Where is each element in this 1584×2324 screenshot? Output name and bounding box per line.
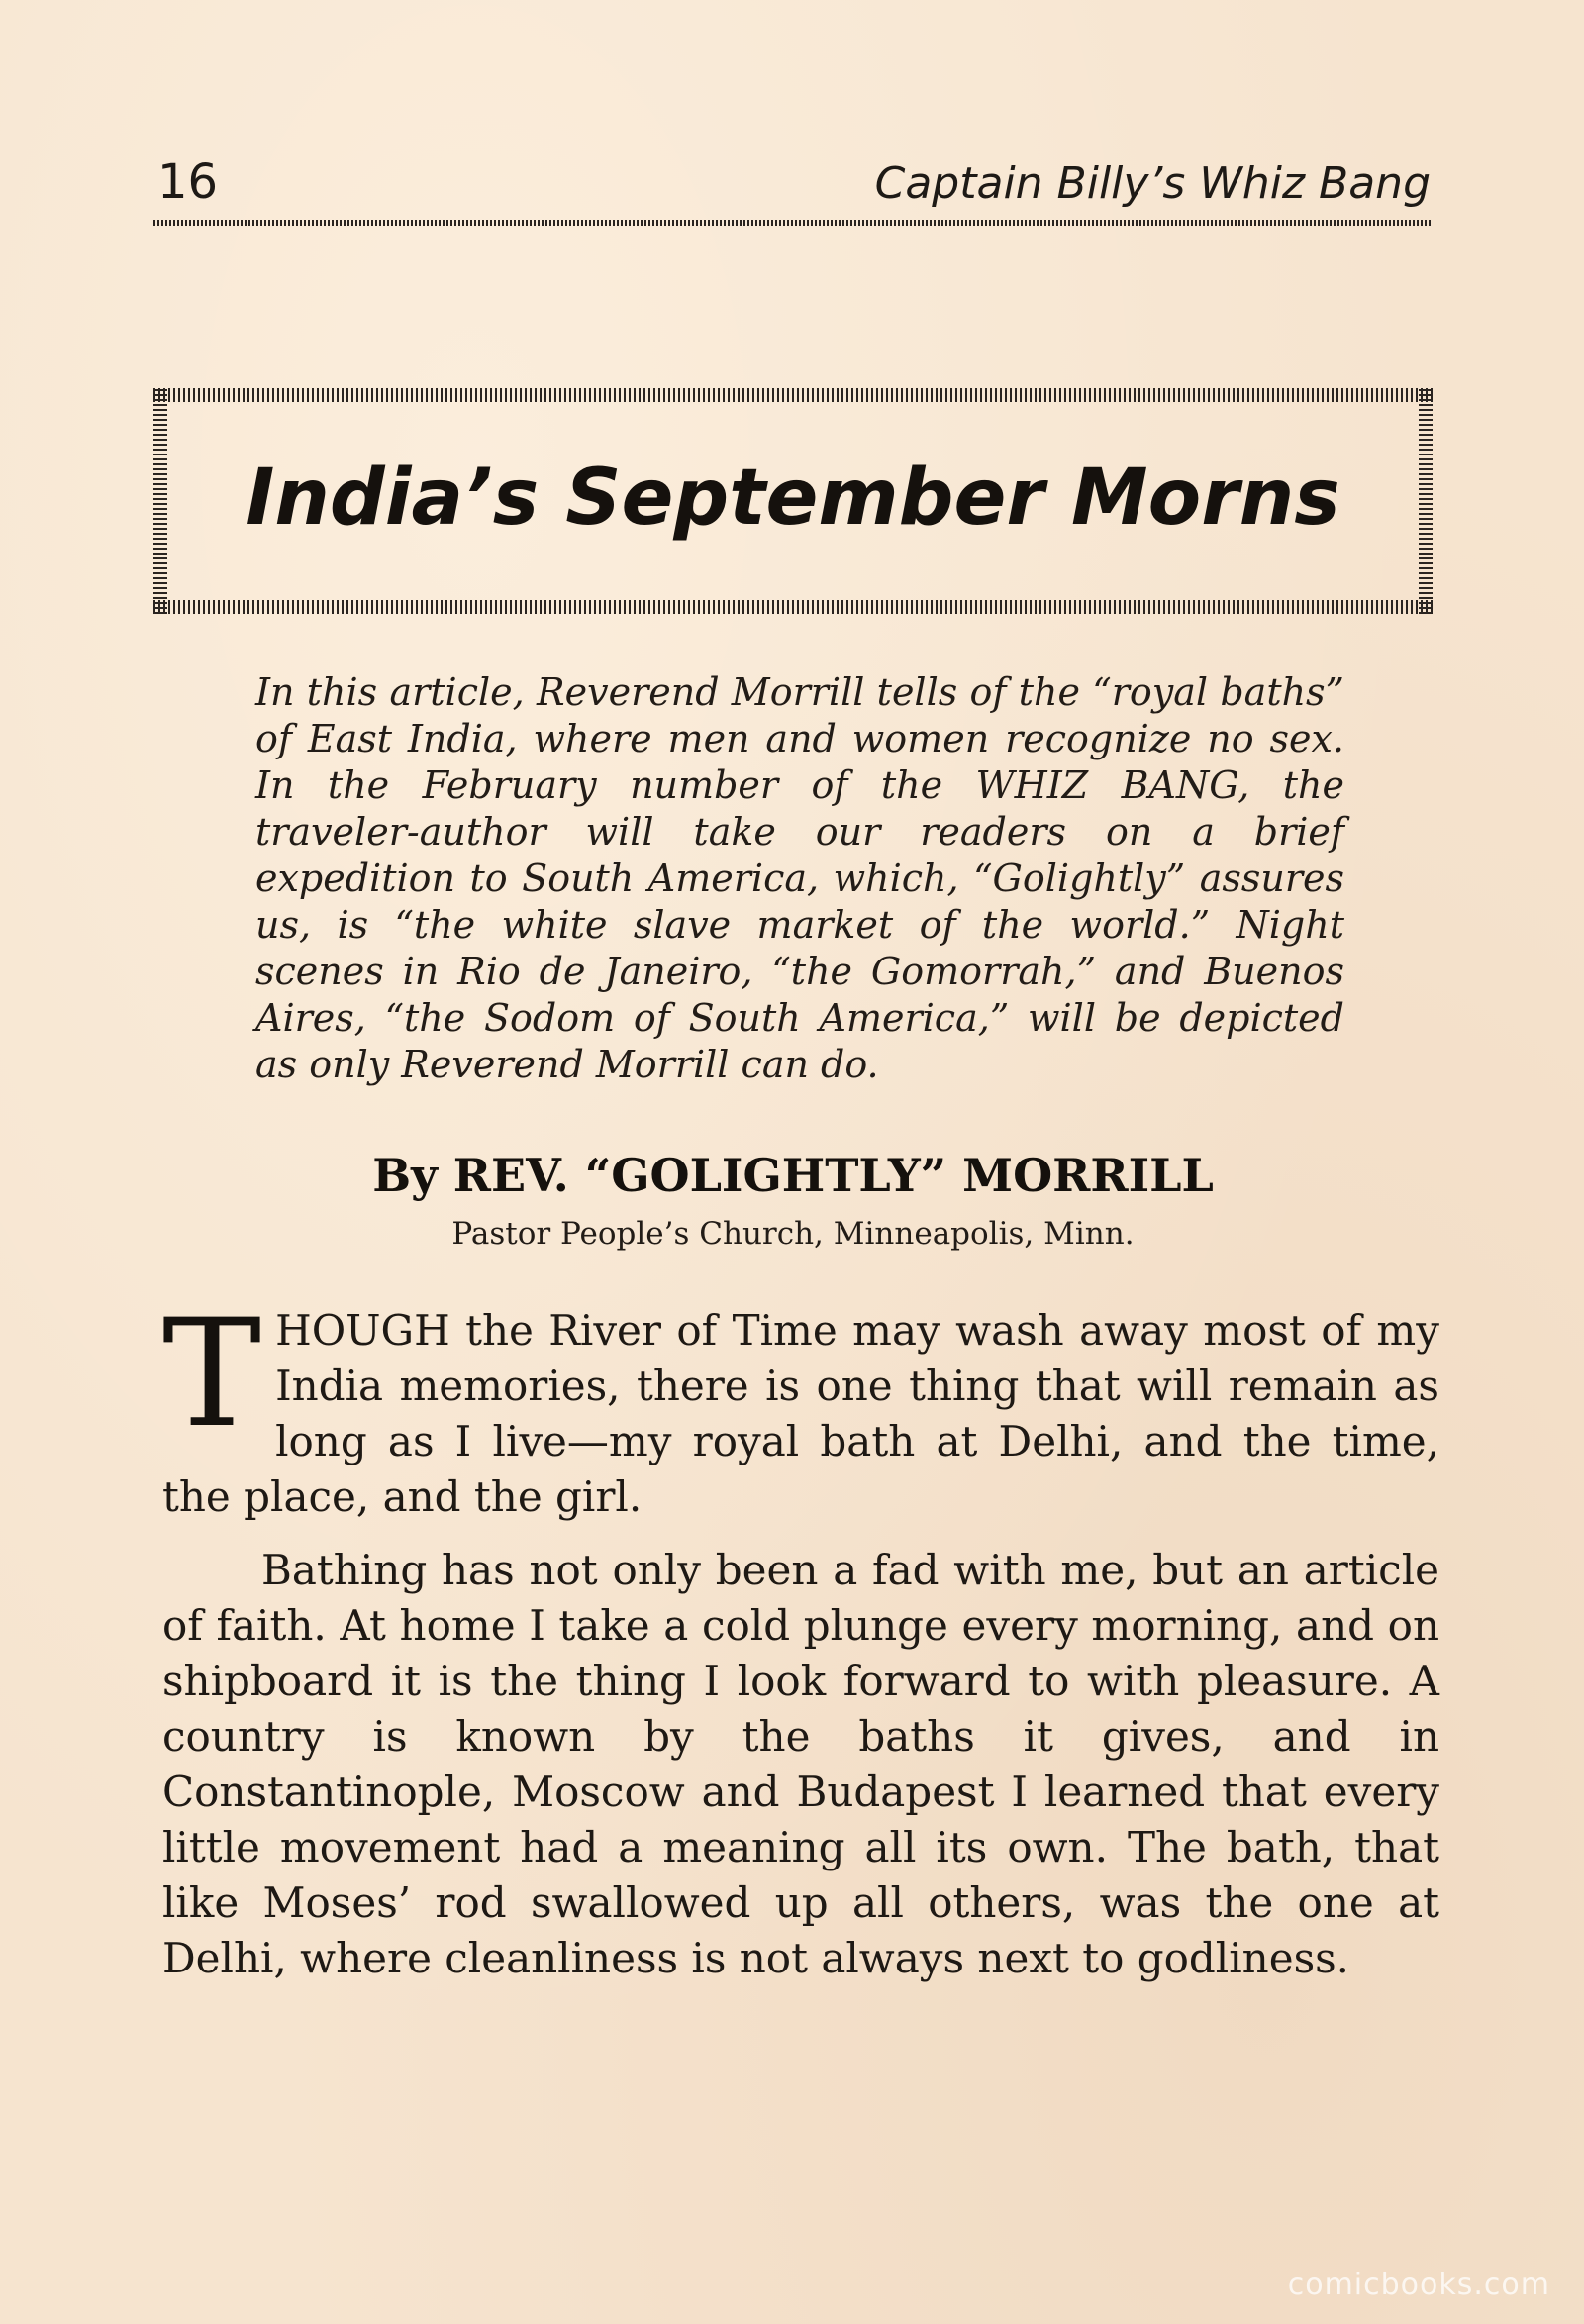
- article-body: [162, 1288, 1439, 1986]
- magazine-title: Captain Billy’s Whiz Bang: [874, 158, 1431, 209]
- page-number: 16: [157, 154, 219, 210]
- paragraph-1: [162, 1288, 1439, 1525]
- paragraph-1-text: HOUGH the River of Time may wash away most of my India memories, there is one thing that will remain as long as I live—my royal bath at Delhi, and the time, the place, and the girl.: [162, 1306, 1439, 1521]
- article-title: India’s September Morns: [246, 454, 1340, 543]
- byline-subtitle: Pastor People’s Church, Minneapolis, Minn.: [451, 1216, 1135, 1252]
- title-box-top-border: [153, 388, 1433, 402]
- header-rule: [153, 220, 1433, 226]
- title-box-bottom-border: [153, 600, 1433, 614]
- byline: By REV. “GOLIGHTLY” MORRILL: [372, 1149, 1214, 1202]
- drop-cap: T: [162, 1288, 262, 1461]
- running-header: [153, 149, 1433, 218]
- article-intro: In this article, Reverend Morrill tells of the “royal baths” of East India, where men and women recognize no sex. In the February number of the WHIZ BANG, the traveler-author will take our readers on a brief expedition to South America, which, “Golightly” assures us, is “the white slave market of the world.” Night scenes in Rio de Janeiro, “the Gomorrah,” and Buenos Aires, “the Sodom of South America,” will be depicted as only Reverend Morrill can do.: [255, 670, 1344, 1086]
- paragraph-2: Bathing has not only been a fad with me, but an article of faith. At home I take a cold plunge every morning, and on shipboard it is the thing I look forward to with pleasure. A country is known by the baths it gives, and in Constantinople, Moscow and Budapest I learned that every little movement had a meaning all its own. The bath, that like Moses’ rod swallowed up all others, was the one at Delhi, where cleanliness is not always next to godliness.: [162, 1546, 1439, 1982]
- title-box: [153, 388, 1433, 614]
- watermark: comicbooks.com: [1287, 2268, 1550, 2302]
